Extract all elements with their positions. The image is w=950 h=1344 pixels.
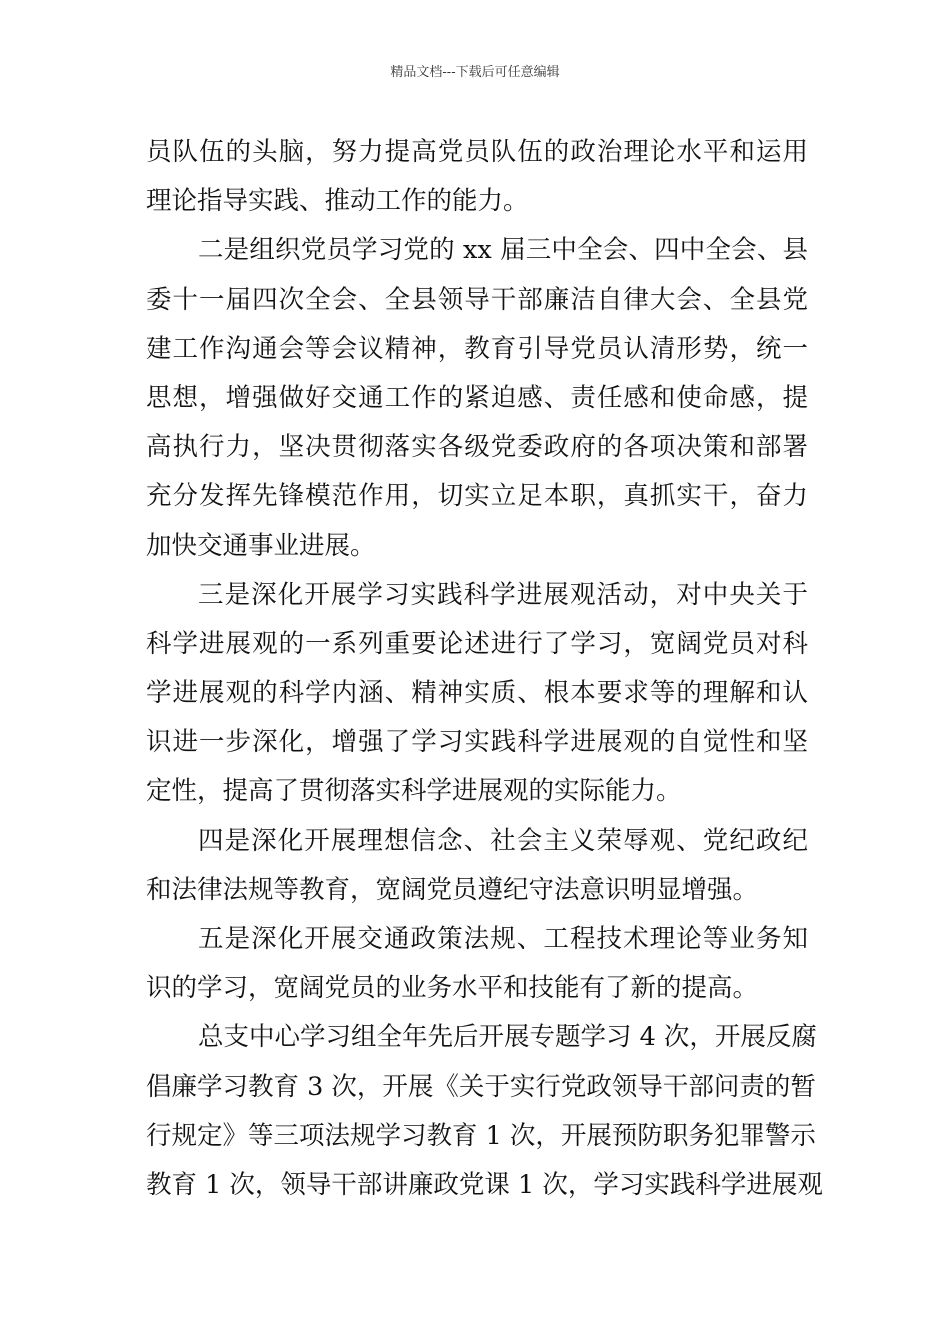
text-line: 四是深化开展理想信念、社会主义荣辱观、党纪政纪: [198, 825, 808, 856]
text-line: 员队伍的头脑，努力提高党员队伍的政治理论水平和运用: [146, 137, 808, 167]
text-line: 建工作沟通会等会议精神，教育引导党员认清形势，统一: [146, 333, 808, 364]
text-line: 学进展观的科学内涵、精神实质、根本要求等的理解和认: [146, 678, 808, 709]
paragraph-2: [146, 226, 808, 570]
text-line: 定性，提高了贯彻落实科学进展观的实际能力。: [146, 776, 682, 807]
text-line: 二是组织党员学习党的 xx 届三中全会、四中全会、县: [198, 235, 808, 266]
text-line: 三是深化开展学习实践科学进展观活动，对中央关于: [198, 579, 808, 610]
text-line: 思想，增强做好交通工作的紧迫感、责任感和使命感，提: [146, 382, 808, 413]
text-line: 和法律法规等教育，宽阔党员遵纪守法意识明显增强。: [146, 874, 759, 905]
text-line: 教育 1 次，领导干部讲廉政党课 1 次，学习实践科学进展观: [146, 1169, 823, 1200]
text-line: 识进一步深化，增强了学习实践科学进展观的自觉性和坚: [146, 727, 808, 758]
paragraph-5: [146, 915, 808, 1013]
text-line: 总支中心学习组全年先后开展专题学习 4 次，开展反腐: [198, 1022, 817, 1053]
text-line: 委十一届四次全会、全县领导干部廉洁自律大会、全县党: [146, 284, 808, 315]
text-line: 充分发挥先锋模范作用，切实立足本职，真抓实干，奋力: [146, 481, 808, 512]
text-line: 倡廉学习教育 3 次，开展《关于实行党政领导干部问责的暂: [146, 1071, 816, 1102]
paragraph-3: [146, 571, 808, 817]
paragraph-4: [146, 817, 808, 915]
text-line: 科学进展观的一系列重要论述进行了学习，宽阔党员对科: [146, 628, 808, 659]
text-line: 识的学习，宽阔党员的业务水平和技能有了新的提高。: [146, 973, 759, 1004]
page-header: 精品文档---下载后可任意编辑: [390, 65, 560, 80]
document-body: [146, 128, 823, 1210]
text-line: 行规定》等三项法规学习教育 1 次，开展预防职务犯罪警示: [146, 1120, 816, 1151]
text-line: 五是深化开展交通政策法规、工程技术理论等业务知: [198, 924, 808, 954]
text-line: 理论指导实践、推动工作的能力。: [146, 186, 529, 217]
text-line: 加快交通事业进展。: [146, 530, 376, 561]
paragraph-6: [146, 1013, 823, 1210]
paragraph-1: [146, 128, 808, 226]
text-line: 高执行力，坚决贯彻落实各级党委政府的各项决策和部署: [146, 432, 808, 463]
